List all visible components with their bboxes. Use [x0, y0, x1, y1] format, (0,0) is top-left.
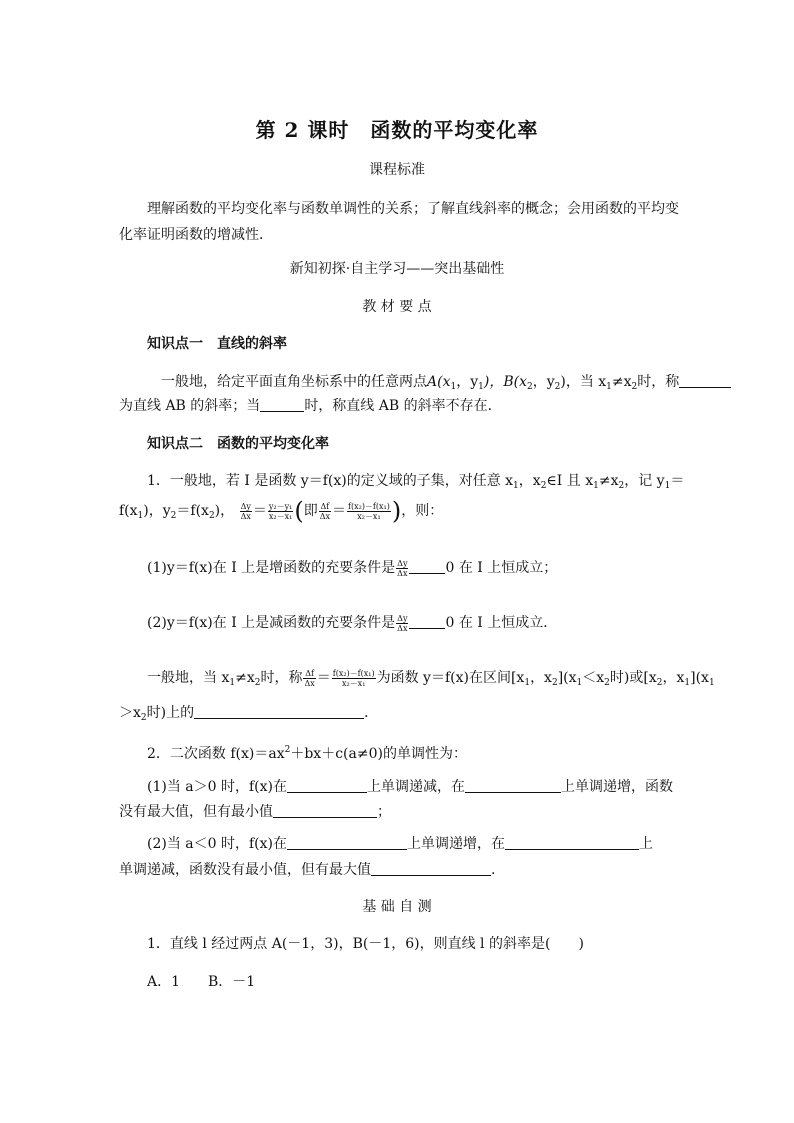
kp2-increasing-condition: [147, 558, 557, 578]
kp2-text: ；: [377, 804, 391, 820]
kp2-text: ＞x: [119, 705, 141, 721]
kp2-text: )，: [214, 503, 235, 519]
denominator: Δx: [304, 678, 315, 688]
subscript: 2: [208, 511, 215, 521]
fraction-avg-rate: [347, 502, 391, 521]
fraction-dy-dx: [396, 614, 408, 633]
subscript: 2: [554, 382, 561, 392]
fraction-dy-dx: [396, 559, 408, 578]
kp2-text: 时)上的: [146, 705, 195, 721]
kp1-point-a: A(x: [427, 374, 451, 390]
subscript: 2: [618, 481, 625, 491]
subscript: 1: [664, 481, 671, 491]
blank-decreasing-interval[interactable]: [287, 778, 367, 793]
numerator: y₂－y₁: [268, 501, 293, 511]
denominator: x₂－x₁: [268, 511, 293, 521]
kp1-text: 时，称直线 AB 的斜率不存在．: [304, 398, 502, 414]
kp2-text: 1．一般地，若 I 是函数 y＝f(x)的定义域的子集，对任意 x: [147, 473, 514, 489]
kp2-text: 上单调递增，函数: [561, 779, 673, 795]
kp2-2-1-line-1: [147, 777, 673, 797]
kp1-text: ，y: [532, 374, 555, 390]
kp1-text: )，当 x: [560, 374, 607, 390]
fraction-avg-rate: [332, 669, 376, 688]
subscript: 2: [254, 678, 261, 688]
kp2-text: )，y: [143, 503, 171, 519]
kp1-text: ，y: [456, 374, 479, 390]
blank-decreasing[interactable]: [409, 614, 445, 629]
superscript: 2: [284, 745, 291, 755]
kp2-text: ≠x: [235, 670, 255, 686]
kp1-text: 时，称: [637, 374, 680, 390]
kp2-text: 单调递减，函数没有最小值，但有最大值: [119, 862, 371, 878]
denominator: x₂－x₁: [357, 511, 381, 521]
numerator: Δy: [240, 501, 251, 511]
numerator: Δy: [397, 613, 408, 623]
kp2-average-rate-line-2: [119, 703, 378, 728]
standard-heading: 课程标准: [369, 162, 425, 178]
kp2-text: (2)y＝f(x)在 I 上是减函数的充要条件是: [147, 615, 396, 631]
knowledge-point-2-heading: 知识点二 函数的平均变化率: [147, 436, 329, 452]
kp2-2-line: [147, 740, 467, 764]
blank-decreasing-interval-2[interactable]: [505, 835, 639, 850]
kp1-text: 为直线 AB 的斜率；当: [119, 398, 261, 414]
subscript: 1: [229, 678, 236, 688]
denominator: x₂－x₁: [341, 678, 366, 688]
subscript: 2: [140, 713, 147, 723]
kp2-text: ](x: [690, 670, 709, 686]
kp2-text: 即: [303, 503, 318, 519]
kp2-2-2-line-1: [147, 834, 653, 854]
kp2-text: 时)或[x: [609, 670, 657, 686]
fraction-df-dx: [319, 502, 331, 521]
kp2-text: ＋bx＋c(a≠0)的单调性为：: [290, 746, 467, 762]
standard-text-line-1: 理解函数的平均变化率与函数单调性的关系；了解直线斜率的概念；会用函数的平均变: [147, 201, 679, 217]
denominator: Δx: [397, 568, 408, 578]
subscript: 2: [540, 481, 547, 491]
kp2-text: ＝f(x: [176, 503, 209, 519]
denominator: Δx: [319, 511, 331, 521]
subscript: 2: [604, 678, 610, 688]
kp2-text: ，记 y: [624, 473, 665, 489]
subscript: 2: [551, 678, 558, 688]
kp2-text: (2)当 a＜0 时，f(x)在: [147, 836, 287, 852]
kp2-text: 上: [639, 836, 653, 852]
kp2-text: (1)y＝f(x)在 I 上是增函数的充要条件是: [147, 560, 396, 576]
blank-increasing-interval-2[interactable]: [287, 835, 407, 850]
fraction-dy-dx: [240, 502, 252, 521]
kp2-text: ，则：: [401, 503, 444, 519]
fraction-df-dx: [303, 669, 315, 688]
blank-slope-formula[interactable]: [679, 373, 731, 388]
kp2-text: ≠x: [598, 473, 619, 489]
kp2-text: ＜x: [582, 670, 605, 686]
subscript: 1: [576, 678, 583, 688]
blank-minimum-value[interactable]: [273, 803, 377, 818]
numerator: f(x₂)－f(x₁): [348, 501, 390, 511]
fraction-slope: [268, 502, 293, 521]
kp2-text: 上单调递减，在: [367, 779, 465, 795]
subscript: 1: [684, 678, 691, 688]
subscript: 1: [708, 678, 715, 688]
numerator: Δy: [397, 558, 408, 568]
question-1-stem: 1．直线 l 经过两点 A(－1，3)，B(－1，6)，则直线 l 的斜率是( ): [147, 936, 584, 952]
kp2-text: 没有最大值，但有最小值: [119, 804, 273, 820]
kp2-average-rate-line-1: 一般地，当 $x_1\ne x_2$时，称 $\frac{\Delta f}{\Delta x}$ ＝ $\frac{\text{f(x₂)－f(x₁)}}{\text{x₂－x₁}}$ 为函数 y＝f(x)在区间[$x_1$，$x_2](x_1<x_2$时)或[$x_2$，$x_1](x_1$: [147, 668, 715, 688]
subscript: 1: [593, 481, 599, 491]
blank-increasing[interactable]: [409, 559, 445, 574]
denominator: Δx: [240, 511, 251, 521]
knowledge-point-1-heading: 知识点一 直线的斜率: [147, 336, 287, 352]
kp2-text: 2．二次函数 f(x)＝ax: [147, 746, 285, 762]
blank-maximum-value[interactable]: [371, 861, 491, 876]
blank-average-rate[interactable]: [194, 704, 364, 719]
blank-slope-condition[interactable]: [260, 397, 304, 412]
kp2-text: 0 在 I 上恒成立；: [445, 560, 558, 576]
subscript: 1: [513, 481, 519, 491]
denominator: Δx: [397, 623, 408, 633]
kp2-1-line-2: $f(x_1)$，$y_2=f(x_2)$， $\frac{\Delta y}{\Delta x}$ ＝ $\frac{\text{y₂－y₁}}{\text{x₂－x₁}}$ (即 $\frac{\Delta f}{\Delta x}$ ＝ $\frac{\text{f(x₂)－f(x₁)}}{\text{x₂－x₁}}$ )，则：: [119, 497, 444, 525]
kp2-text: ，x: [662, 670, 685, 686]
subscript: 1: [478, 382, 484, 392]
blank-increasing-interval[interactable]: [465, 778, 561, 793]
numerator: Δf: [305, 668, 314, 678]
kp2-text: 0 在 I 上恒成立．: [445, 615, 558, 631]
kp2-text: ](x: [557, 670, 577, 686]
kp1-point-b: )，B(x: [483, 374, 527, 390]
subscript: 1: [606, 382, 612, 392]
kp1-line-1: [161, 372, 731, 397]
question-1-options: A．1 B．－1: [147, 974, 256, 990]
kp2-text: .: [491, 862, 496, 878]
kp2-text: 上单调递增，在: [407, 836, 505, 852]
kp2-decreasing-condition: [147, 613, 557, 633]
standard-text-line-2: 化率证明函数的增减性．: [119, 227, 273, 243]
subscript: 2: [631, 382, 638, 392]
subscript: 2: [526, 382, 533, 392]
subscript: 2: [656, 678, 663, 688]
kp2-text: ，x: [518, 473, 541, 489]
kp2-text: ．: [364, 705, 379, 721]
kp2-2-2-line-2: [119, 860, 495, 880]
kp2-2-1-line-2: [119, 802, 391, 822]
kp2-text: (1)当 a＞0 时，f(x)在: [147, 779, 287, 795]
kp2-text: ，x: [530, 670, 552, 686]
subscript: 1: [450, 382, 457, 392]
kp1-text: 一般地，给定平面直角坐标系中的任意两点: [161, 374, 427, 390]
kp2-text: 为函数 y＝f(x)在区间[x: [376, 670, 525, 686]
kp1-text: ≠x: [611, 374, 632, 390]
numerator: f(x₂)－f(x₁): [332, 668, 375, 678]
kp1-line-2: [119, 396, 502, 416]
subscript: 1: [524, 678, 531, 688]
kp2-1-line-1: [147, 471, 684, 496]
page-title: 第 2 课时 函数的平均变化率: [255, 118, 539, 142]
subscript: 2: [170, 511, 177, 521]
numerator: Δf: [320, 501, 330, 511]
kp2-text: 时，称: [260, 670, 303, 686]
kp2-text: ＝: [670, 473, 685, 489]
kp2-text: 一般地，当 x: [147, 670, 230, 686]
subscript: 1: [137, 511, 144, 521]
section-heading: 新知初探·自主学习——突出基础性: [289, 261, 505, 277]
kp2-text: ∈I 且 x: [546, 473, 594, 489]
textbook-heading: 教 材 要 点: [362, 299, 432, 315]
kp2-text: f(x: [119, 503, 138, 519]
self-test-heading: 基 础 自 测: [362, 899, 432, 915]
